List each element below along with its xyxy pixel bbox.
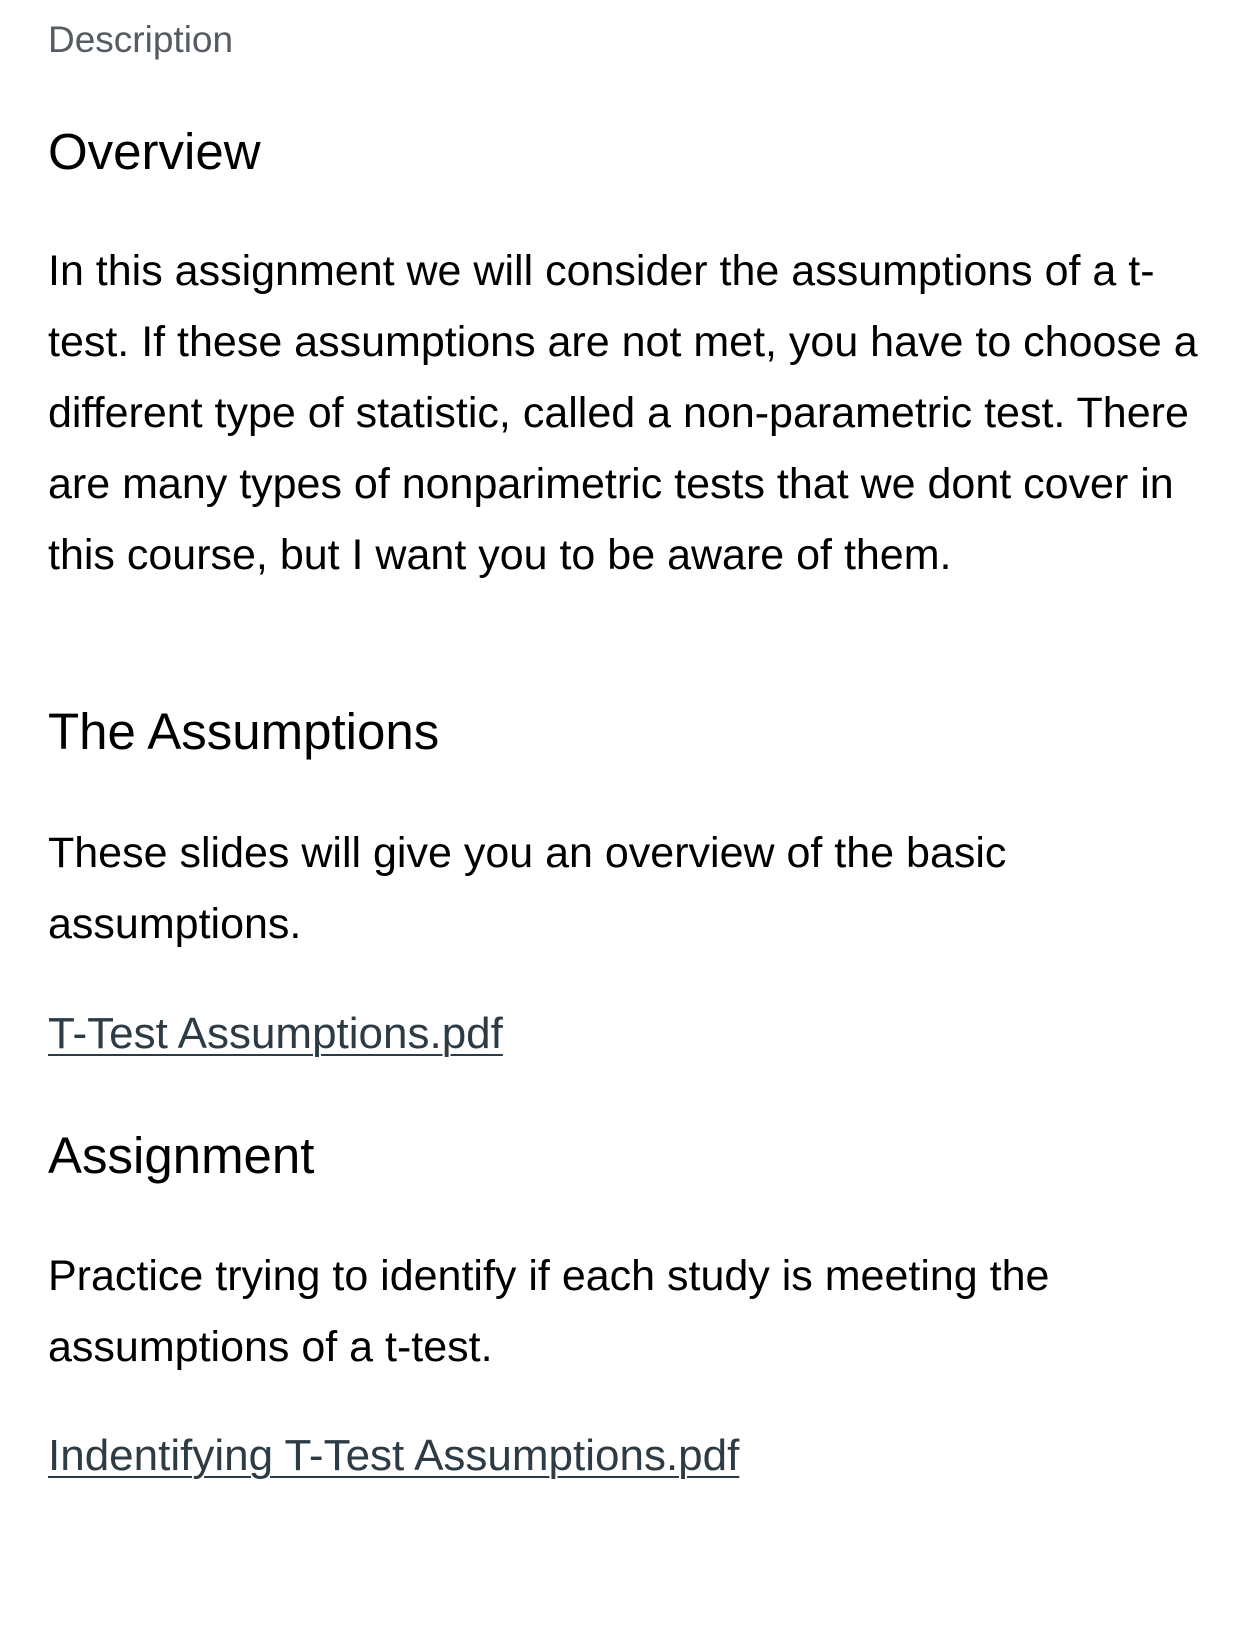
description-label: Description	[48, 19, 234, 60]
assignment-heading: Assignment	[48, 1127, 315, 1184]
assumptions-heading: The Assumptions	[48, 703, 440, 760]
overview-heading: Overview	[48, 123, 261, 180]
identifying-t-test-assumptions-pdf-link[interactable]: Indentifying T-Test Assumptions.pdf	[48, 1431, 740, 1480]
t-test-assumptions-pdf-link[interactable]: T-Test Assumptions.pdf	[48, 1009, 503, 1058]
overview-paragraph: In this assignment we will consider the assumptions of a t-test. If these assumptions are not met, you have to choose a different type of statistic, called a non-parametric test. There are many types of nonparimetric tests that we dont cover in this course, but I want you to be aware of them.	[48, 247, 1198, 579]
assumptions-paragraph: These slides will give you an overview of the basic assumptions.	[48, 829, 1007, 948]
assignment-paragraph: Practice trying to identify if each study is meeting the assumptions of a t-test.	[48, 1252, 1050, 1371]
